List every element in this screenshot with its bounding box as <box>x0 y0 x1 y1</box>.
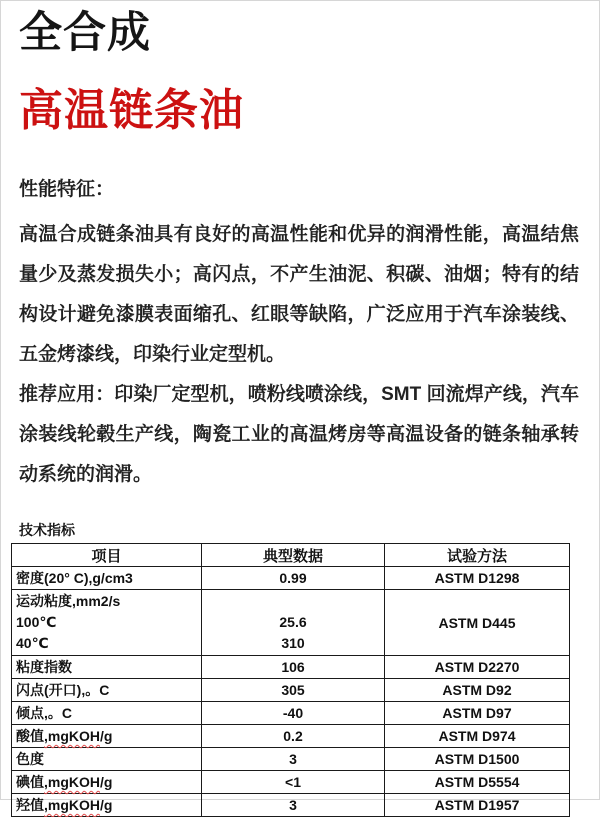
spec-table <box>11 543 570 817</box>
value-cell: 0.2 <box>202 725 385 748</box>
value-cell: 3 <box>202 748 385 771</box>
spec-table-caption: 技术指标 <box>19 522 75 539</box>
spellcheck-underlined-text: ,mgKOH <box>44 774 100 791</box>
method-cell: ASTM D1298 <box>385 567 570 590</box>
spellcheck-underlined-text: ,mgKOH <box>44 797 100 814</box>
table-row-density <box>12 567 570 590</box>
item-text: 羟值 <box>16 797 44 814</box>
col-header-typical-data: 典型数据 <box>202 544 385 567</box>
method-cell: ASTM D97 <box>385 702 570 725</box>
viscosity-100c-line: 100℃ <box>16 614 57 631</box>
method-cell: ASTM D445 <box>385 590 570 656</box>
method-cell: ASTM D92 <box>385 679 570 702</box>
col-header-item: 项目 <box>12 544 202 567</box>
method-cell: ASTM D5554 <box>385 771 570 794</box>
viscosity-label-line: 运动粘度,mm2/s <box>16 593 121 610</box>
value-cell: 0.99 <box>202 567 385 590</box>
item-text: /g <box>100 728 113 745</box>
table-row-viscosity <box>12 590 570 656</box>
value-cell <box>202 590 385 656</box>
method-cell: ASTM D2270 <box>385 656 570 679</box>
item-text: /g <box>100 797 113 814</box>
value-cell: 3 <box>202 794 385 817</box>
features-paragraph: 高温合成链条油具有良好的高温性能和优异的润滑性能，高温结焦量少及蒸发损失小；高闪点，不产生油泥、积碳、油烟；特有的结构设计避免漆膜表面缩孔、红眼等缺陷，广泛应用于汽车涂装线、五金烤漆线，印染行业定型机。 <box>19 224 579 366</box>
item-cell: 闪点(开口),。C <box>12 679 202 702</box>
value-cell: -40 <box>202 702 385 725</box>
value-cell: 106 <box>202 656 385 679</box>
item-cell <box>12 725 202 748</box>
item-cell: 色度 <box>12 748 202 771</box>
features-heading: 性能特征： <box>19 179 115 201</box>
product-title: 高温链条油 <box>19 86 244 136</box>
table-row-flash-point <box>12 679 570 702</box>
item-cell: 密度(20° C),g/cm3 <box>12 567 202 590</box>
table-row-acid-value <box>12 725 570 748</box>
table-row-pour-point <box>12 702 570 725</box>
col-header-test-method: 试验方法 <box>385 544 570 567</box>
spellcheck-underlined-text: ,mgKOH <box>44 728 100 745</box>
item-cell: 粘度指数 <box>12 656 202 679</box>
viscosity-value-100c: 25.6 <box>279 614 307 631</box>
item-cell <box>12 771 202 794</box>
table-row-hydroxyl-value <box>12 794 570 817</box>
table-header-row <box>12 544 570 567</box>
table-row-iodine-value <box>12 771 570 794</box>
item-text: 碘值 <box>16 774 44 791</box>
spec-table-header <box>12 544 570 567</box>
viscosity-value-40c: 310 <box>281 635 305 652</box>
table-row-color <box>12 748 570 771</box>
table-row-viscosity-index <box>12 656 570 679</box>
value-cell: 305 <box>202 679 385 702</box>
item-cell <box>12 590 202 656</box>
item-cell: 倾点,。C <box>12 702 202 725</box>
method-cell: ASTM D974 <box>385 725 570 748</box>
method-cell: ASTM D1957 <box>385 794 570 817</box>
method-cell: ASTM D1500 <box>385 748 570 771</box>
viscosity-40c-line: 40℃ <box>16 635 49 652</box>
applications-paragraph: 推荐应用：印染厂定型机，喷粉线喷涂线，SMT 回流焊产线，汽车涂装线轮毂生产线，陶瓷工业的高温烤房等高温设备的链条轴承转动系统的润滑。 <box>19 384 579 486</box>
item-cell <box>12 794 202 817</box>
series-title: 全合成 <box>19 9 151 57</box>
item-text: 酸值 <box>16 728 44 745</box>
value-cell: <1 <box>202 771 385 794</box>
item-text: /g <box>100 774 113 791</box>
viscosity-value-blank <box>204 591 382 612</box>
